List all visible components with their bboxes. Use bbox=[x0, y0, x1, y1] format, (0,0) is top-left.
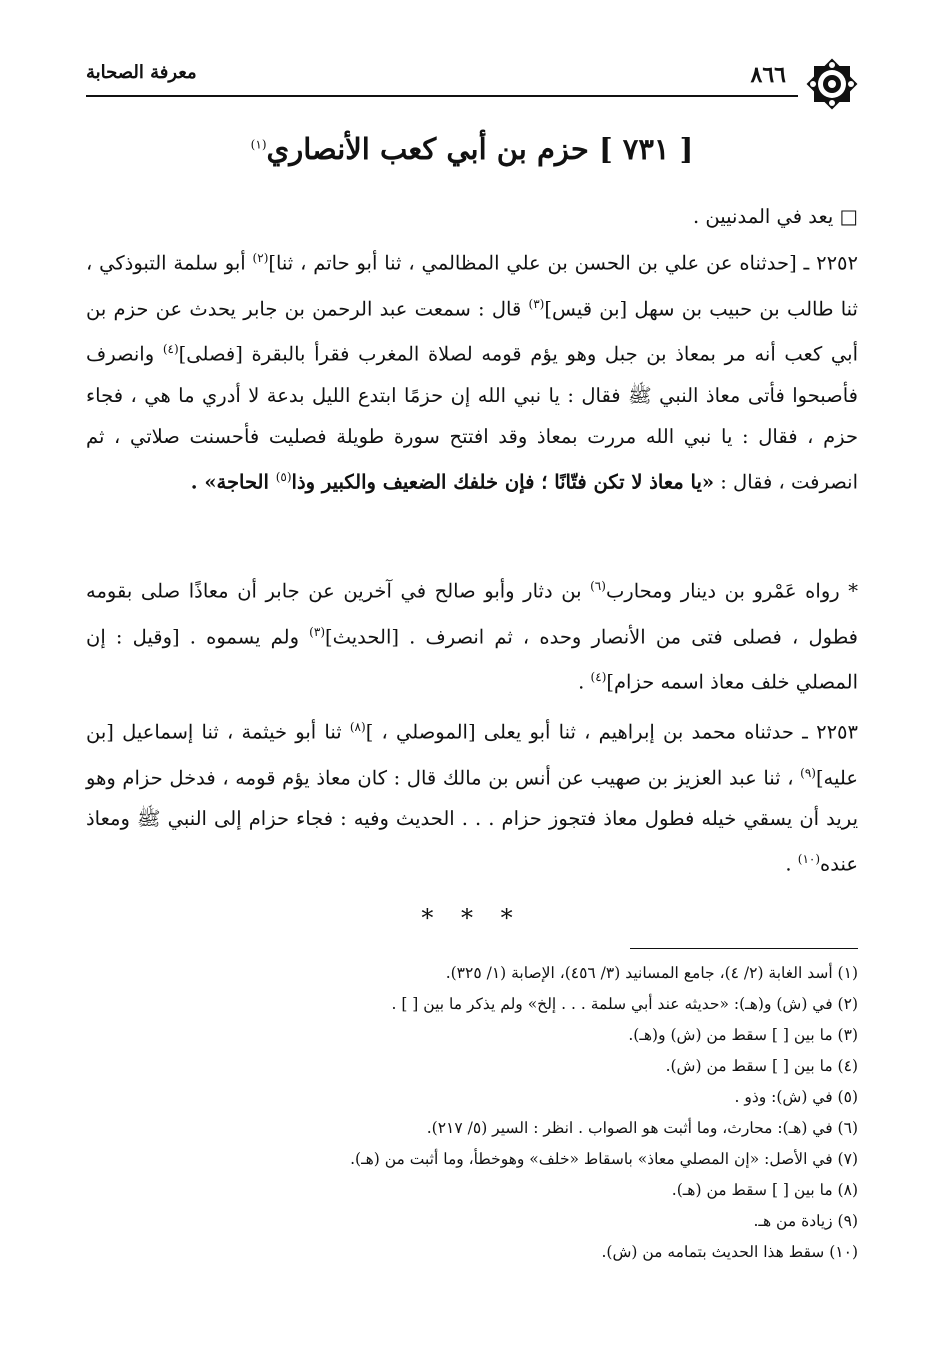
footnote-rule bbox=[630, 948, 858, 949]
riwaya-paragraph bbox=[86, 566, 858, 703]
hadith-text: ٢٢٥٢ ـ [حدثناه عن علي بن الحسن بن علي المظالمي ، ثنا أبو حاتم ، ثنا] bbox=[268, 251, 859, 275]
page-header bbox=[86, 58, 864, 98]
footnote-ref: (٦) bbox=[590, 579, 606, 593]
footnote-ref: (٣) bbox=[528, 296, 545, 311]
riwaya-text: ولم يسموه . [وقيل : إن المصلي خلف معاذ اسمه حزام] bbox=[86, 625, 858, 694]
hadith-text: وانصرف فأصبحوا فأتى معاذ النبي ﷺ فقال : يا نبي الله إن حزمًا ابتدع الليل بدعة لا أدري ما هي ، فجاء حزم ، فقال : يا نبي الله مررت بمعاذ وقد افتتح سورة طويلة فصليت فأحسنت صلاتي ، ثم انصرفت ، فقال : bbox=[86, 342, 858, 493]
footnote: (٣) ما بين [ ] سقط من (ش) و(هـ). bbox=[628, 1026, 858, 1044]
footnote-ref: (٤) bbox=[162, 342, 179, 356]
entry-title bbox=[86, 132, 858, 166]
footnote-ref: (١) bbox=[250, 137, 267, 152]
hadith-2252 bbox=[86, 238, 858, 502]
footnote-ref: (٣) bbox=[309, 624, 325, 639]
footnote: (٤) ما بين [ ] سقط من (ش). bbox=[665, 1057, 858, 1075]
footnote: (٥) في (ش): وذو . bbox=[734, 1088, 858, 1106]
hadith-2253 bbox=[86, 707, 858, 885]
riwaya-text: بن دثار وأبو صالح في آخرين عن جابر أن معاذًا صلى بقومه فطول ، فصلى فتى من الأنصار وحده ، ثم انصرف . [الحديث] bbox=[86, 579, 859, 648]
footnote: (٧) في الأصل: «إن المصلي معاذ» باسقاط «خلف» وهوخطأ، وما أثبت من (هـ). bbox=[350, 1150, 858, 1168]
hadith-text: ، ثنا عبد العزيز بن صهيب عن أنس بن مالك قال : كان معاذ يؤم قومه ، فدخل حزام وهو يريد أن يسقي خيله فطول معاذ فتجوز حزام . . . الحديث وفيه : فجاء حزام إلى النبي ﷺ ومعاذ عنده bbox=[86, 766, 858, 876]
riwaya-text: . bbox=[578, 670, 591, 694]
footnote-ref: (٩) bbox=[800, 765, 816, 780]
ornament-icon bbox=[800, 52, 864, 116]
hadith-text: . bbox=[785, 852, 798, 876]
riwaya-text: * رواه عَمْرو بن دينار ومحارب bbox=[605, 579, 858, 603]
footnote-ref: (٤) bbox=[590, 670, 607, 684]
footnote-ref: (٨) bbox=[349, 720, 366, 734]
footnote-ref: (١٠) bbox=[797, 852, 821, 866]
footnotes-list bbox=[298, 958, 858, 1268]
footnote: (١٠) سقط هذا الحديث بتمامه من (ش). bbox=[601, 1243, 858, 1261]
note-paragraph: □ يعد في المدنيين . bbox=[693, 205, 858, 228]
footnote: (٦) في (هـ): محارث، وما أثبت هو الصواب . انظر : السير (٥/ ٢١٧). bbox=[426, 1119, 858, 1137]
hadith-text: أبو سلمة التبوذكي ، ثنا طالب بن حبيب بن سهل [بن قيس] bbox=[86, 251, 858, 320]
footnote: (٩) زيادة من هـ. bbox=[753, 1212, 858, 1230]
footnote-ref: (٥) bbox=[275, 469, 292, 484]
prophetic-saying-end: الحاجة» . bbox=[190, 470, 276, 493]
header-rule bbox=[86, 95, 798, 97]
footnote: (٢) في (ش) و(هـ): «حديثه عند أبي سلمة . . . إلخ» ولم يذكر ما بين [ ] . bbox=[391, 995, 858, 1013]
page-number: ٨٦٦ bbox=[750, 62, 786, 88]
entry-title-text: [ ٧٣١ ] حزم بن أبي كعب الأنصاري bbox=[266, 132, 694, 166]
footnote-ref: (٢) bbox=[252, 251, 269, 265]
hadith-text: ثنا أبو خيثمة ، ثنا إسماعيل [بن عليه] bbox=[86, 720, 858, 789]
footnote: (٨) ما بين [ ] سقط من (هـ). bbox=[671, 1181, 858, 1199]
running-title: معرفة الصحابة bbox=[86, 62, 197, 83]
hadith-text: قال : سمعت عبد الرحمن بن جابر يحدث عن حزم بن أبي كعب أنه مر بمعاذ بن جبل وهو يؤم قومه لصلاة المغرب فقرأ بالبقرة [فصلى] bbox=[86, 297, 858, 366]
section-separator: * * * bbox=[421, 904, 523, 932]
hadith-text: ٢٢٥٣ ـ حدثناه محمد بن إبراهيم ، ثنا أبو يعلى [الموصلي ، ] bbox=[365, 720, 859, 744]
prophetic-saying: «يا معاذ لا تكن فتّانًا ؛ فإن خلفك الضعيف والكبير وذا bbox=[291, 470, 715, 493]
footnote: (١) أسد الغابة (٢/ ٤)، جامع المسانيد (٣/ ٤٥٦)، الإصابة (١/ ٣٢٥). bbox=[445, 964, 858, 982]
